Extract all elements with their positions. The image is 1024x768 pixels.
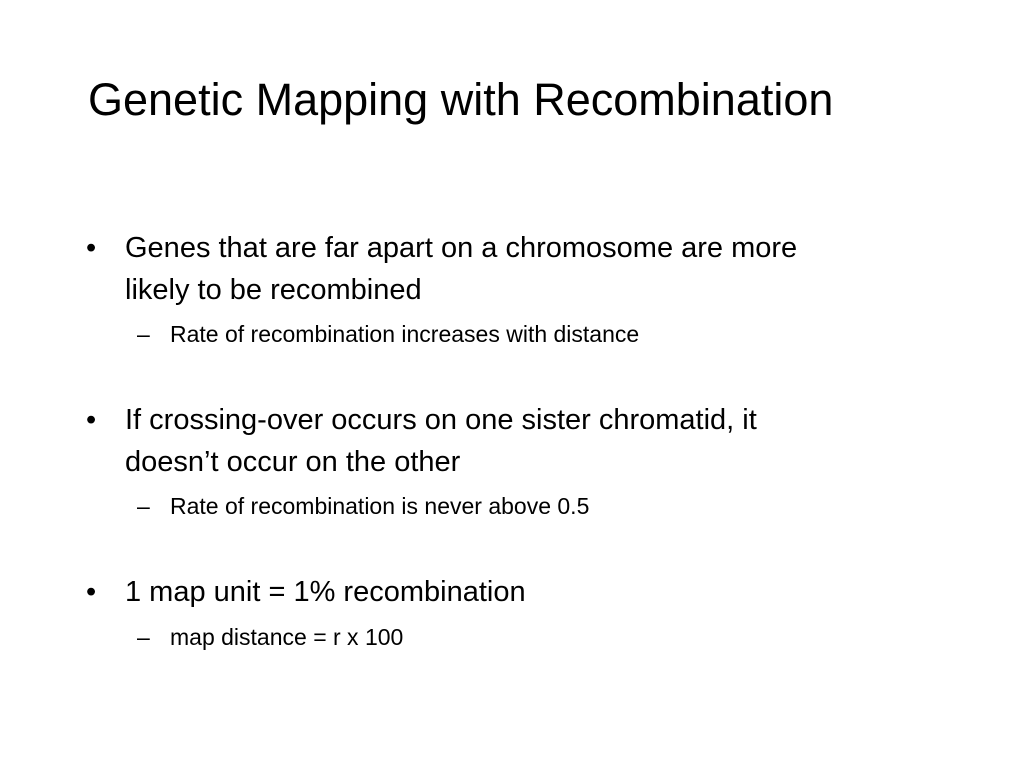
bullet-1-line-1: Genes that are far apart on a chromosome are more (125, 232, 798, 264)
bullet-1-line-2: likely to be recombined (125, 274, 422, 306)
sub-bullet-3: map distance = r x 100 (170, 624, 404, 650)
bullet-marker-1: • (86, 232, 97, 264)
slide-title: Genetic Mapping with Recombination (88, 74, 834, 125)
sub-bullet-marker-2: – (137, 493, 150, 519)
sub-bullet-marker-3: – (137, 624, 150, 650)
bullet-marker-3: • (86, 576, 97, 608)
bullet-2-line-2: doesn’t occur on the other (125, 446, 461, 478)
bullet-marker-2: • (86, 404, 97, 436)
bullet-2-line-1: If crossing-over occurs on one sister chromatid, it (125, 404, 757, 436)
bullet-3-line-1: 1 map unit = 1% recombination (125, 576, 526, 608)
sub-bullet-2: Rate of recombination is never above 0.5 (170, 493, 590, 519)
sub-bullet-marker-1: – (137, 321, 150, 347)
sub-bullet-1: Rate of recombination increases with distance (170, 321, 640, 347)
